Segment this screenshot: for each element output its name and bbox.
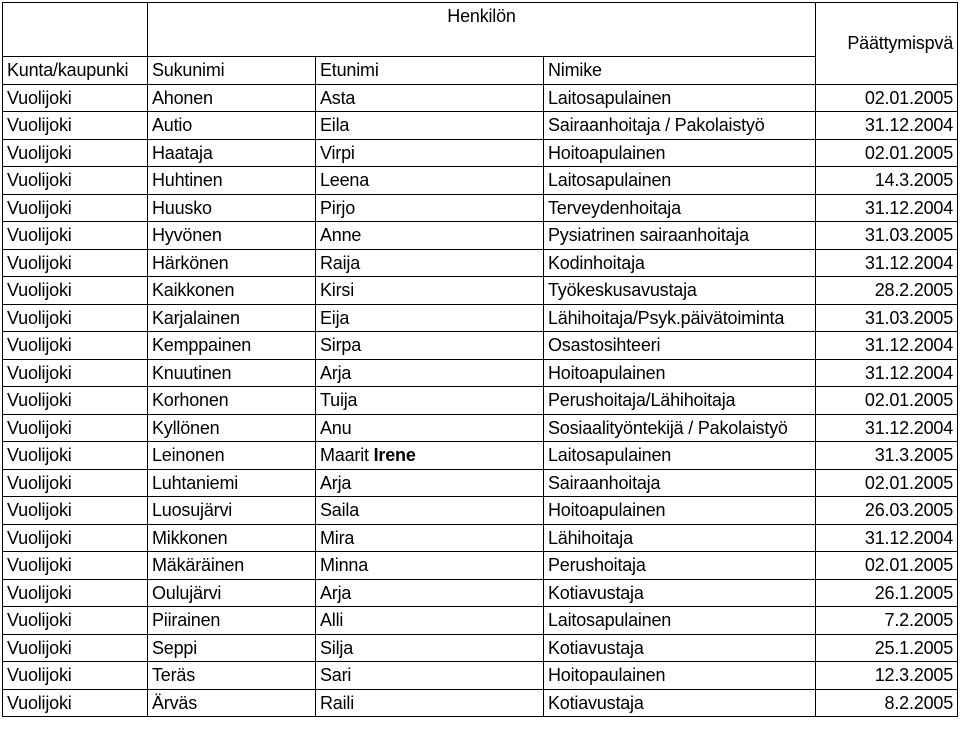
cell-etunimi bbox=[316, 304, 544, 332]
etunimi-text: Saila bbox=[320, 500, 360, 520]
column-header-etunimi: Etunimi bbox=[316, 57, 544, 85]
cell-paattymispva: 7.2.2005 bbox=[816, 607, 958, 635]
header-blank-cell bbox=[148, 30, 816, 57]
table-row bbox=[3, 359, 958, 387]
cell-kunta: Vuolijoki bbox=[3, 607, 148, 635]
cell-paattymispva: 31.12.2004 bbox=[816, 524, 958, 552]
cell-sukunimi: Knuutinen bbox=[148, 359, 316, 387]
cell-kunta: Vuolijoki bbox=[3, 414, 148, 442]
cell-sukunimi: Huusko bbox=[148, 194, 316, 222]
etunimi-text: Silja bbox=[320, 637, 354, 658]
cell-etunimi bbox=[316, 332, 544, 360]
cell-paattymispva: 25.1.2005 bbox=[816, 634, 958, 662]
header-blank-cell bbox=[3, 30, 148, 57]
cell-sukunimi: Haataja bbox=[148, 139, 316, 167]
table-row bbox=[3, 194, 958, 222]
cell-etunimi bbox=[316, 112, 544, 140]
table-row bbox=[3, 414, 958, 442]
header-blank-cell bbox=[816, 3, 958, 30]
cell-paattymispva: 28.2.2005 bbox=[816, 277, 958, 305]
cell-paattymispva: 02.01.2005 bbox=[816, 469, 958, 497]
cell-paattymispva: 02.01.2005 bbox=[816, 387, 958, 415]
cell-paattymispva: 31.12.2004 bbox=[816, 414, 958, 442]
cell-etunimi bbox=[316, 524, 544, 552]
table-row bbox=[3, 112, 958, 140]
cell-nimike: Osastosihteeri bbox=[544, 332, 816, 360]
cell-sukunimi: Autio bbox=[148, 112, 316, 140]
cell-paattymispva: 31.12.2004 bbox=[816, 112, 958, 140]
etunimi-text: Maarit bbox=[320, 445, 369, 465]
cell-etunimi bbox=[316, 387, 544, 415]
cell-sukunimi: Korhonen bbox=[148, 387, 316, 415]
cell-etunimi bbox=[316, 579, 544, 607]
etunimi-text: Kirsi bbox=[320, 280, 354, 300]
cell-etunimi bbox=[316, 359, 544, 387]
cell-etunimi bbox=[316, 277, 544, 305]
etunimi-text: Alli bbox=[320, 610, 344, 630]
cell-paattymispva: 31.12.2004 bbox=[816, 359, 958, 387]
column-header-nimike: Nimike bbox=[544, 57, 816, 85]
cell-kunta: Vuolijoki bbox=[3, 84, 148, 112]
cell-etunimi bbox=[316, 607, 544, 635]
etunimi-text: Anu bbox=[320, 417, 352, 438]
cell-sukunimi: Kyllönen bbox=[148, 414, 316, 442]
cell-sukunimi: Kaikkonen bbox=[148, 277, 316, 305]
table-row bbox=[3, 304, 958, 332]
cell-sukunimi: Seppi bbox=[148, 634, 316, 662]
etunimi-text: Minna bbox=[320, 555, 369, 575]
cell-kunta: Vuolijoki bbox=[3, 112, 148, 140]
cell-etunimi bbox=[316, 414, 544, 442]
cell-nimike: Lähihoitaja/Psyk.päivätoiminta bbox=[544, 304, 816, 332]
table-header bbox=[3, 3, 958, 85]
table-row bbox=[3, 607, 958, 635]
etunimi-text: Arja bbox=[320, 362, 352, 383]
cell-paattymispva: 31.03.2005 bbox=[816, 222, 958, 250]
cell-kunta: Vuolijoki bbox=[3, 222, 148, 250]
cell-nimike: Hoitoapulainen bbox=[544, 497, 816, 525]
cell-sukunimi: Ärväs bbox=[148, 689, 316, 717]
cell-kunta: Vuolijoki bbox=[3, 524, 148, 552]
cell-nimike: Sairaanhoitaja / Pakolaistyö bbox=[544, 112, 816, 140]
header-row-columns bbox=[3, 57, 958, 85]
cell-paattymispva: 31.3.2005 bbox=[816, 442, 958, 470]
cell-sukunimi: Karjalainen bbox=[148, 304, 316, 332]
column-header-sukunimi: Sukunimi bbox=[148, 57, 316, 85]
cell-nimike: Laitosapulainen bbox=[544, 84, 816, 112]
etunimi-text: Anne bbox=[320, 225, 362, 245]
cell-kunta: Vuolijoki bbox=[3, 689, 148, 717]
table-row bbox=[3, 277, 958, 305]
cell-kunta: Vuolijoki bbox=[3, 359, 148, 387]
etunimi-text: Virpi bbox=[320, 142, 355, 163]
cell-kunta: Vuolijoki bbox=[3, 662, 148, 690]
cell-kunta: Vuolijoki bbox=[3, 249, 148, 277]
cell-sukunimi: Huhtinen bbox=[148, 167, 316, 195]
cell-etunimi bbox=[316, 689, 544, 717]
table-row bbox=[3, 387, 958, 415]
cell-kunta: Vuolijoki bbox=[3, 277, 148, 305]
cell-nimike: Laitosapulainen bbox=[544, 167, 816, 195]
cell-kunta: Vuolijoki bbox=[3, 194, 148, 222]
cell-sukunimi: Härkönen bbox=[148, 249, 316, 277]
cell-etunimi bbox=[316, 84, 544, 112]
cell-nimike: Hoitopaulainen bbox=[544, 662, 816, 690]
cell-etunimi bbox=[316, 442, 544, 470]
column-header-kunta: Kunta/kaupunki bbox=[3, 57, 148, 85]
table-row bbox=[3, 84, 958, 112]
cell-paattymispva: 31.12.2004 bbox=[816, 249, 958, 277]
cell-nimike: Laitosapulainen bbox=[544, 607, 816, 635]
cell-etunimi bbox=[316, 469, 544, 497]
table-row bbox=[3, 249, 958, 277]
etunimi-text: Eija bbox=[320, 307, 350, 328]
etunimi-text: Asta bbox=[320, 87, 356, 108]
table-row bbox=[3, 469, 958, 497]
etunimi-text: Arja bbox=[320, 472, 352, 493]
cell-nimike: Sairaanhoitaja bbox=[544, 469, 816, 497]
cell-paattymispva: 02.01.2005 bbox=[816, 139, 958, 167]
etunimi-text: Sari bbox=[320, 665, 352, 685]
cell-etunimi bbox=[316, 222, 544, 250]
cell-etunimi bbox=[316, 662, 544, 690]
etunimi-text: Tuija bbox=[320, 390, 358, 410]
cell-etunimi bbox=[316, 194, 544, 222]
cell-nimike: Työkeskusavustaja bbox=[544, 277, 816, 305]
cell-etunimi bbox=[316, 552, 544, 580]
cell-etunimi bbox=[316, 167, 544, 195]
table-row bbox=[3, 442, 958, 470]
header-row-middle bbox=[3, 30, 958, 57]
cell-paattymispva: 02.01.2005 bbox=[816, 84, 958, 112]
cell-nimike: Hoitoapulainen bbox=[544, 139, 816, 167]
etunimi-text: Raili bbox=[320, 692, 355, 713]
header-blank-cell bbox=[816, 57, 958, 85]
cell-kunta: Vuolijoki bbox=[3, 304, 148, 332]
cell-paattymispva: 14.3.2005 bbox=[816, 167, 958, 195]
cell-sukunimi: Leinonen bbox=[148, 442, 316, 470]
cell-paattymispva: 31.12.2004 bbox=[816, 194, 958, 222]
cell-sukunimi: Ahonen bbox=[148, 84, 316, 112]
cell-kunta: Vuolijoki bbox=[3, 167, 148, 195]
cell-paattymispva: 31.12.2004 bbox=[816, 332, 958, 360]
table-row bbox=[3, 167, 958, 195]
cell-kunta: Vuolijoki bbox=[3, 634, 148, 662]
cell-sukunimi: Piirainen bbox=[148, 607, 316, 635]
cell-nimike: Terveydenhoitaja bbox=[544, 194, 816, 222]
cell-nimike: Kodinhoitaja bbox=[544, 249, 816, 277]
etunimi-text: Mira bbox=[320, 527, 355, 548]
cell-nimike: Kotiavustaja bbox=[544, 579, 816, 607]
table-row bbox=[3, 222, 958, 250]
cell-nimike: Laitosapulainen bbox=[544, 442, 816, 470]
cell-kunta: Vuolijoki bbox=[3, 139, 148, 167]
cell-kunta: Vuolijoki bbox=[3, 497, 148, 525]
etunimi-text: Raija bbox=[320, 252, 361, 273]
cell-etunimi bbox=[316, 249, 544, 277]
group-header-henkilon: Henkilön bbox=[148, 3, 816, 30]
etunimi-text: Leena bbox=[320, 170, 370, 190]
cell-nimike: Kotiavustaja bbox=[544, 634, 816, 662]
table-row bbox=[3, 634, 958, 662]
cell-paattymispva: 12.3.2005 bbox=[816, 662, 958, 690]
cell-nimike: Kotiavustaja bbox=[544, 689, 816, 717]
table-row bbox=[3, 139, 958, 167]
cell-paattymispva: 02.01.2005 bbox=[816, 552, 958, 580]
cell-paattymispva: 26.1.2005 bbox=[816, 579, 958, 607]
header-row-group bbox=[3, 3, 958, 30]
cell-etunimi bbox=[316, 634, 544, 662]
cell-nimike: Sosiaalityöntekijä / Pakolaistyö bbox=[544, 414, 816, 442]
table-row bbox=[3, 332, 958, 360]
cell-etunimi bbox=[316, 497, 544, 525]
cell-paattymispva: 31.03.2005 bbox=[816, 304, 958, 332]
table-row bbox=[3, 662, 958, 690]
cell-paattymispva: 26.03.2005 bbox=[816, 497, 958, 525]
cell-sukunimi: Mäkäräinen bbox=[148, 552, 316, 580]
etunimi-text: Eila bbox=[320, 115, 350, 135]
table-row bbox=[3, 524, 958, 552]
table-row bbox=[3, 689, 958, 717]
cell-sukunimi: Luosujärvi bbox=[148, 497, 316, 525]
cell-nimike: Perushoitaja bbox=[544, 552, 816, 580]
cell-sukunimi: Teräs bbox=[148, 662, 316, 690]
header-blank-cell bbox=[3, 3, 148, 30]
table-row bbox=[3, 497, 958, 525]
table-body bbox=[3, 84, 958, 717]
table-row bbox=[3, 579, 958, 607]
column-header-paattymispva: Päättymispvä bbox=[816, 30, 958, 57]
cell-etunimi bbox=[316, 139, 544, 167]
staff-table bbox=[2, 2, 958, 717]
cell-sukunimi: Mikkonen bbox=[148, 524, 316, 552]
cell-nimike: Perushoitaja/Lähihoitaja bbox=[544, 387, 816, 415]
cell-kunta: Vuolijoki bbox=[3, 579, 148, 607]
cell-sukunimi: Oulujärvi bbox=[148, 579, 316, 607]
cell-sukunimi: Hyvönen bbox=[148, 222, 316, 250]
etunimi-text: Pirjo bbox=[320, 197, 356, 218]
table-row bbox=[3, 552, 958, 580]
cell-paattymispva: 8.2.2005 bbox=[816, 689, 958, 717]
cell-nimike: Hoitoapulainen bbox=[544, 359, 816, 387]
cell-kunta: Vuolijoki bbox=[3, 387, 148, 415]
cell-kunta: Vuolijoki bbox=[3, 332, 148, 360]
cell-kunta: Vuolijoki bbox=[3, 552, 148, 580]
cell-sukunimi: Kemppainen bbox=[148, 332, 316, 360]
cell-sukunimi: Luhtaniemi bbox=[148, 469, 316, 497]
cell-nimike: Pysiatrinen sairaanhoitaja bbox=[544, 222, 816, 250]
cell-kunta: Vuolijoki bbox=[3, 469, 148, 497]
etunimi-text: Sirpa bbox=[320, 335, 362, 355]
etunimi-extra-text: Irene bbox=[373, 445, 416, 465]
etunimi-text: Arja bbox=[320, 582, 352, 603]
cell-nimike: Lähihoitaja bbox=[544, 524, 816, 552]
cell-kunta: Vuolijoki bbox=[3, 442, 148, 470]
